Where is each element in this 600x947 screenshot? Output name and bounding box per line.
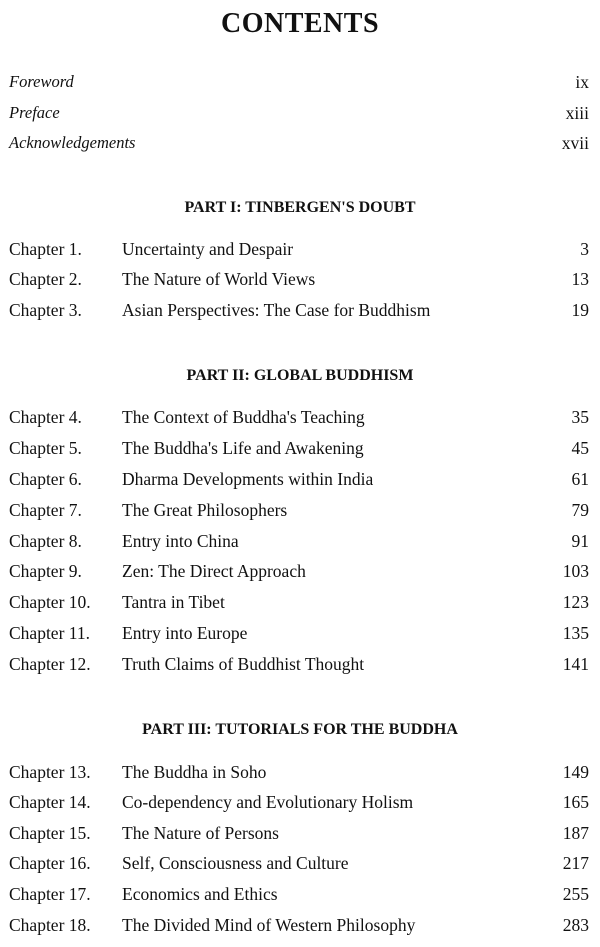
chapter-title: The Buddha in Soho: [122, 762, 267, 782]
chapter-page: 91: [571, 531, 589, 551]
entry-title: Preface: [9, 103, 60, 122]
chapter-page: 79: [571, 500, 589, 520]
entry-page: xvii: [561, 133, 589, 153]
chapter-number: Chapter 14.: [9, 792, 91, 812]
chapter-title: The Buddha's Life and Awakening: [122, 438, 364, 458]
chapter-number: Chapter 13.: [9, 762, 91, 782]
chapter-page: 123: [562, 592, 589, 612]
chapter-page: 3: [580, 239, 589, 259]
chapter-title: The Context of Buddha's Teaching: [122, 407, 365, 427]
chapter-title: Self, Consciousness and Culture: [122, 853, 349, 873]
toc-entry-chapter[interactable]: [0, 497, 600, 523]
toc-entry-chapter[interactable]: [0, 789, 600, 815]
chapter-number: Chapter 9.: [9, 561, 82, 581]
chapter-number: Chapter 2.: [9, 269, 82, 289]
chapter-number: Chapter 6.: [9, 469, 82, 489]
toc-entry-chapter[interactable]: [0, 466, 600, 492]
chapter-title: Economics and Ethics: [122, 884, 278, 904]
chapter-page: 283: [562, 915, 589, 935]
chapter-title: Zen: The Direct Approach: [122, 561, 306, 581]
part-heading: PART II: GLOBAL BUDDHISM: [186, 367, 414, 384]
chapter-number: Chapter 1.: [9, 239, 82, 259]
chapter-page: 35: [571, 407, 589, 427]
chapter-page: 149: [562, 762, 589, 782]
chapter-page: 103: [562, 561, 589, 581]
chapter-page: 19: [571, 300, 589, 320]
chapter-number: Chapter 12.: [9, 654, 91, 674]
chapter-number: Chapter 8.: [9, 531, 82, 551]
chapter-number: Chapter 3.: [9, 300, 82, 320]
toc-entry-chapter[interactable]: [0, 528, 600, 554]
chapter-title: Entry into Europe: [122, 623, 248, 643]
chapter-title: The Divided Mind of Western Philosophy: [122, 915, 416, 935]
chapter-number: Chapter 7.: [9, 500, 82, 520]
entry-title: Foreword: [9, 72, 74, 91]
toc-entry-chapter[interactable]: [0, 651, 600, 677]
chapter-page: 61: [571, 469, 589, 489]
chapter-page: 141: [562, 654, 589, 674]
entry-page: ix: [575, 72, 589, 92]
chapter-title: The Nature of Persons: [122, 823, 279, 843]
chapter-title: Truth Claims of Buddhist Thought: [122, 654, 365, 674]
chapter-title: The Nature of World Views: [122, 269, 316, 289]
chapter-page: 217: [562, 853, 589, 873]
chapter-title: Asian Perspectives: The Case for Buddhism: [122, 300, 431, 320]
chapter-page: 165: [562, 792, 589, 812]
chapter-page: 135: [562, 623, 589, 643]
chapter-number: Chapter 16.: [9, 853, 91, 873]
toc-entry-foreword[interactable]: [0, 69, 600, 95]
toc-entry-chapter[interactable]: [0, 558, 600, 584]
chapter-number: Chapter 10.: [9, 592, 91, 612]
toc-entry-chapter[interactable]: [0, 620, 600, 646]
toc-entry-acknowledgements[interactable]: [0, 130, 600, 156]
chapter-title: Co-dependency and Evolutionary Holism: [122, 792, 414, 812]
part-heading: PART I: TINBERGEN'S DOUBT: [184, 199, 416, 216]
toc-entry-chapter[interactable]: [0, 266, 600, 292]
chapter-number: Chapter 15.: [9, 823, 91, 843]
part-heading: PART III: TUTORIALS FOR THE BUDDHA: [142, 721, 458, 738]
chapter-page: 255: [562, 884, 589, 904]
chapter-page: 187: [562, 823, 589, 843]
chapter-page: 45: [571, 438, 589, 458]
entry-title: Acknowledgements: [9, 133, 136, 152]
chapter-title: Uncertainty and Despair: [122, 239, 294, 259]
toc-entry-chapter[interactable]: [0, 850, 600, 876]
chapter-page: 13: [571, 269, 589, 289]
toc-entry-chapter[interactable]: [0, 236, 600, 262]
entry-page: xiii: [565, 103, 589, 123]
chapter-number: Chapter 11.: [9, 623, 90, 643]
toc-entry-preface[interactable]: [0, 100, 600, 126]
chapter-title: Dharma Developments within India: [122, 469, 374, 489]
toc-entry-chapter[interactable]: [0, 759, 600, 785]
chapter-title: Entry into China: [122, 531, 239, 551]
chapter-number: Chapter 4.: [9, 407, 82, 427]
toc-entry-chapter[interactable]: [0, 881, 600, 907]
toc-entry-chapter[interactable]: [0, 404, 600, 430]
chapter-number: Chapter 5.: [9, 438, 82, 458]
toc-entry-chapter[interactable]: [0, 435, 600, 461]
toc-entry-chapter[interactable]: [0, 589, 600, 615]
page-title: CONTENTS: [220, 8, 380, 39]
chapter-number: Chapter 17.: [9, 884, 91, 904]
toc-entry-chapter[interactable]: [0, 297, 600, 323]
chapter-title: The Great Philosophers: [122, 500, 288, 520]
chapter-number: Chapter 18.: [9, 915, 91, 935]
toc-entry-chapter[interactable]: [0, 820, 600, 846]
toc-entry-chapter[interactable]: [0, 912, 600, 938]
chapter-title: Tantra in Tibet: [122, 592, 225, 612]
